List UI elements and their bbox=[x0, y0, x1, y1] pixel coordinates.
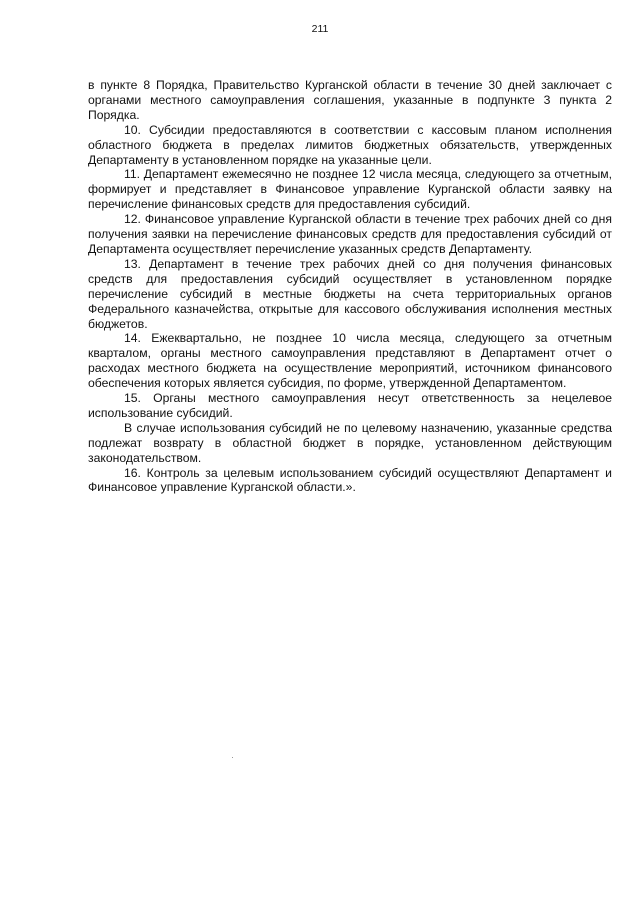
paragraph-continuation: в пункте 8 Порядка, Правительство Курганской области в течение 30 дней заключает с органами местного самоуправления соглашения, указанные в подпункте 3 пункта 2 Порядка. bbox=[88, 78, 612, 122]
paragraph-item-11: 11. Департамент ежемесячно не позднее 12 числа месяца, следующего за отчетным, формирует и представляет в Финансовое управление Курганской области заявку на перечисление финансовых средств для предоставления субсидий. bbox=[88, 167, 612, 212]
paragraph-item-13: 13. Департамент в течение трех рабочих дней со дня получения финансовых средств для предоставления субсидий осуществляет в установленном порядке перечисление субсидий в местные бюджеты на счета территориальных органов Федерального казначейства, открытые для кассового обслуживания исполнения местных бюджетов. bbox=[88, 256, 612, 331]
document-body bbox=[88, 78, 612, 495]
paragraph-item-12: 12. Финансовое управление Курганской области в течение трех рабочих дней со дня получения заявки на перечисление финансовых средств для предоставления субсидий от Департамента осуществляет перечисление указанных средств Департаменту. bbox=[88, 212, 612, 256]
paragraph-misuse-clause: В случае использования субсидий не по целевому назначению, указанные средства подлежат возврату в областной бюджет в порядке, установленном действующим законодательством. bbox=[88, 420, 612, 465]
paragraph-item-14: 14. Ежеквартально, не позднее 10 числа месяца, следующего за отчетным кварталом, органы местного самоуправления представляют в Департамент отчет о расходах местного бюджета на осуществление мероприятий, источником финансового обеспечения которых является субсидия, по форме, утвержденной Департаментом. bbox=[88, 331, 612, 391]
page-number: 211 bbox=[311, 23, 329, 35]
paragraph-item-10: 10. Субсидии предоставляются в соответствии с кассовым планом исполнения областного бюджета в пределах лимитов бюджетных обязательств, утвержденных Департаменту в установленном порядке на указанные цели. bbox=[88, 122, 612, 167]
paragraph-item-16: 16. Контроль за целевым использованием субсидий осуществляют Департамент и Финансовое управление Курганской области.». bbox=[88, 465, 612, 495]
scan-speck bbox=[232, 757, 233, 758]
paragraph-item-15: 15. Органы местного самоуправления несут ответственность за нецелевое использование субсидий. bbox=[88, 391, 612, 420]
